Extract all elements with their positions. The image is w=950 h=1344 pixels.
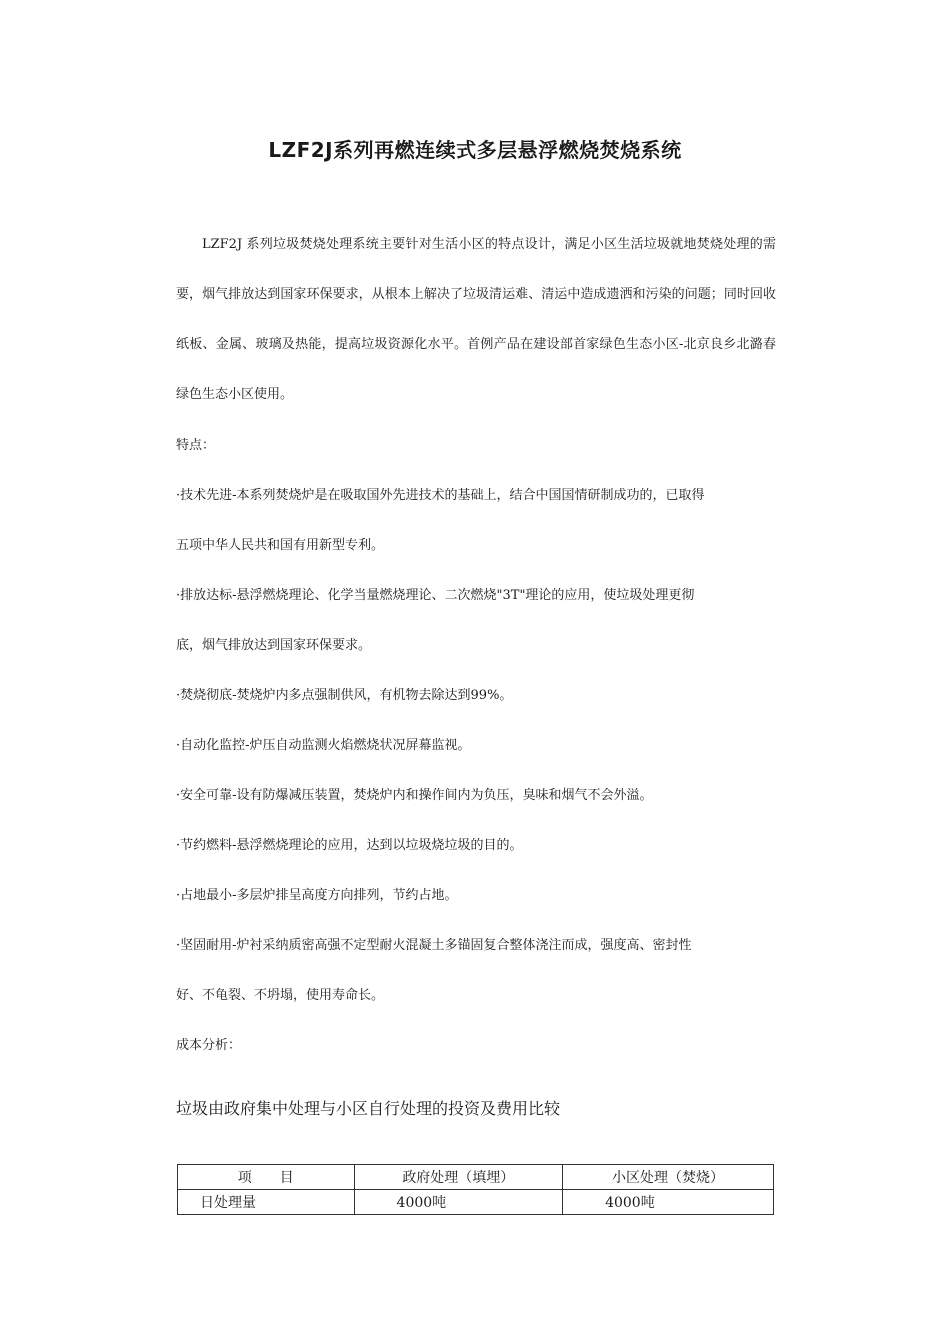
table-title: 垃圾由政府集中处理与小区自行处理的投资及费用比较	[176, 1099, 561, 1118]
table-cell: 4000吨	[354, 1190, 563, 1215]
table-header-cell: 小区处理（焚烧）	[563, 1165, 774, 1190]
feature-line: 底，烟气排放达到国家环保要求。	[176, 638, 372, 653]
table-header-cell: 政府处理（填埋）	[354, 1165, 563, 1190]
feature-line: ·节约燃料-悬浮燃烧理论的应用，达到以垃圾烧垃圾的目的。	[176, 838, 523, 853]
cost-heading: 成本分析：	[176, 1038, 242, 1053]
feature-line: 好、不龟裂、不坍塌，使用寿命长。	[176, 988, 385, 1003]
document-title: LZF2J系列再燃连续式多层悬浮燃烧焚烧系统	[268, 138, 682, 162]
features-heading: 特点：	[176, 438, 216, 453]
table-header-cell: 项 目	[178, 1165, 355, 1190]
table-cell: 日处理量	[178, 1190, 355, 1215]
feature-line: ·技术先进-本系列焚烧炉是在吸取国外先进技术的基础上，结合中国国情研制成功的，已取得	[176, 488, 705, 503]
feature-line: ·安全可靠-设有防爆减压装置，焚烧炉内和操作间内为负压，臭味和烟气不会外溢。	[176, 788, 653, 803]
feature-line: 五项中华人民共和国有用新型专利。	[176, 538, 385, 553]
table-row	[178, 1190, 774, 1215]
feature-line: ·自动化监控-炉压自动监测火焰燃烧状况屏幕监视。	[176, 738, 471, 753]
intro-paragraph: LZF2J 系列垃圾焚烧处理系统主要针对生活小区的特点设计，满足小区生活垃圾就地焚烧处理的需要，烟气排放达到国家环保要求，从根本上解决了垃圾清运难、清运中造成遗洒和污染的问题；同时回收纸板、金属、玻璃及热能，提高垃圾资源化水平。首例产品在建设部首家绿色生态小区-北京良乡北潞春绿色生态小区使用。	[176, 237, 776, 402]
comparison-table	[177, 1164, 774, 1215]
feature-line: ·占地最小-多层炉排呈高度方向排列，节约占地。	[176, 888, 458, 903]
feature-line: ·焚烧彻底-焚烧炉内多点强制供风，有机物去除达到99%。	[176, 688, 513, 703]
feature-line: ·排放达标-悬浮燃烧理论、化学当量燃烧理论、二次燃烧"3T"理论的应用，使垃圾处理更彻	[176, 588, 695, 603]
table-header-row	[178, 1165, 774, 1190]
feature-line: ·坚固耐用-炉衬采纳质密高强不定型耐火混凝土多锚固复合整体浇注而成，强度高、密封性	[176, 938, 692, 953]
table-cell: 4000吨	[563, 1190, 774, 1215]
